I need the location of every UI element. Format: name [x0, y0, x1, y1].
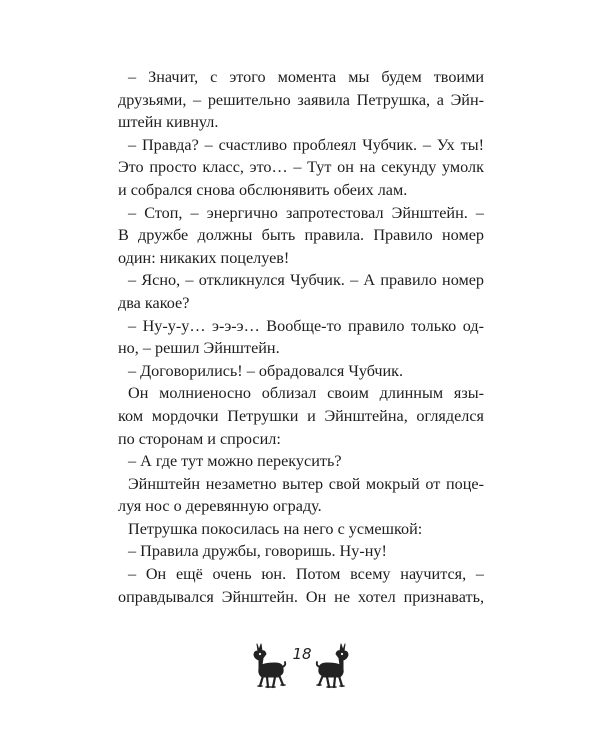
text-line: – Правила дружбы, говоришь. Ну-ну!: [128, 542, 387, 561]
text-line: но, – решил Эйнштейн.: [118, 339, 280, 358]
llama-icon: [314, 641, 354, 689]
text-line: один: никаких поцелуев!: [118, 248, 290, 267]
text-line: Петрушка покосилась на него с усмешкой:: [128, 519, 423, 538]
page-footer: [0, 641, 600, 693]
page-body: [118, 66, 484, 608]
text-line: – Ясно, – откликнулся Чубчик. – А правило номер: [128, 271, 484, 290]
page-number: 18: [292, 645, 312, 663]
text-line: оправдывался Эйнштейн. Он не хотел признавать,: [118, 587, 484, 606]
text-line: штейн кивнул.: [118, 113, 219, 132]
text-line: – Стоп, – энергично запротестовал Эйнштейн. –: [128, 203, 484, 222]
text-line: луя нос о деревянную ограду.: [118, 497, 322, 516]
text-line: два какое?: [118, 293, 190, 312]
text-line: Эйнштейн незаметно вытер свой мокрый от поце-: [128, 474, 484, 493]
text-line: В дружбе должны быть правила. Правило номер: [118, 226, 484, 245]
text-line: – Он ещё очень юн. Потом всему научится, –: [128, 565, 484, 584]
llama-icon: [248, 641, 288, 689]
text-line: – Договорились! – обрадовался Чубчик.: [128, 361, 404, 380]
text-line: и собрался снова обслюнявить обеих лам.: [118, 180, 408, 199]
text-line: – Значит, с этого момента мы будем твоими: [128, 68, 484, 86]
text-line: ком мордочки Петрушки и Эйнштейна, огляделся: [118, 406, 484, 425]
text-line: Это просто класс, это… – Тут он на секунду умолк: [118, 158, 484, 177]
text-line: – Правда? – счастливо проблеял Чубчик. – Ух ты!: [128, 135, 484, 154]
text-line: – А где тут можно перекусить?: [128, 452, 342, 471]
text-line: друзьями, – решительно заявила Петрушка, а Эйн-: [118, 90, 484, 109]
text-line: Он молниеносно облизал своим длинным язы-: [128, 384, 484, 403]
text-line: – Ну-у-у… э-э-э… Вообще-то правило только од-: [128, 316, 484, 335]
text-line: по сторонам и спросил:: [118, 429, 281, 448]
